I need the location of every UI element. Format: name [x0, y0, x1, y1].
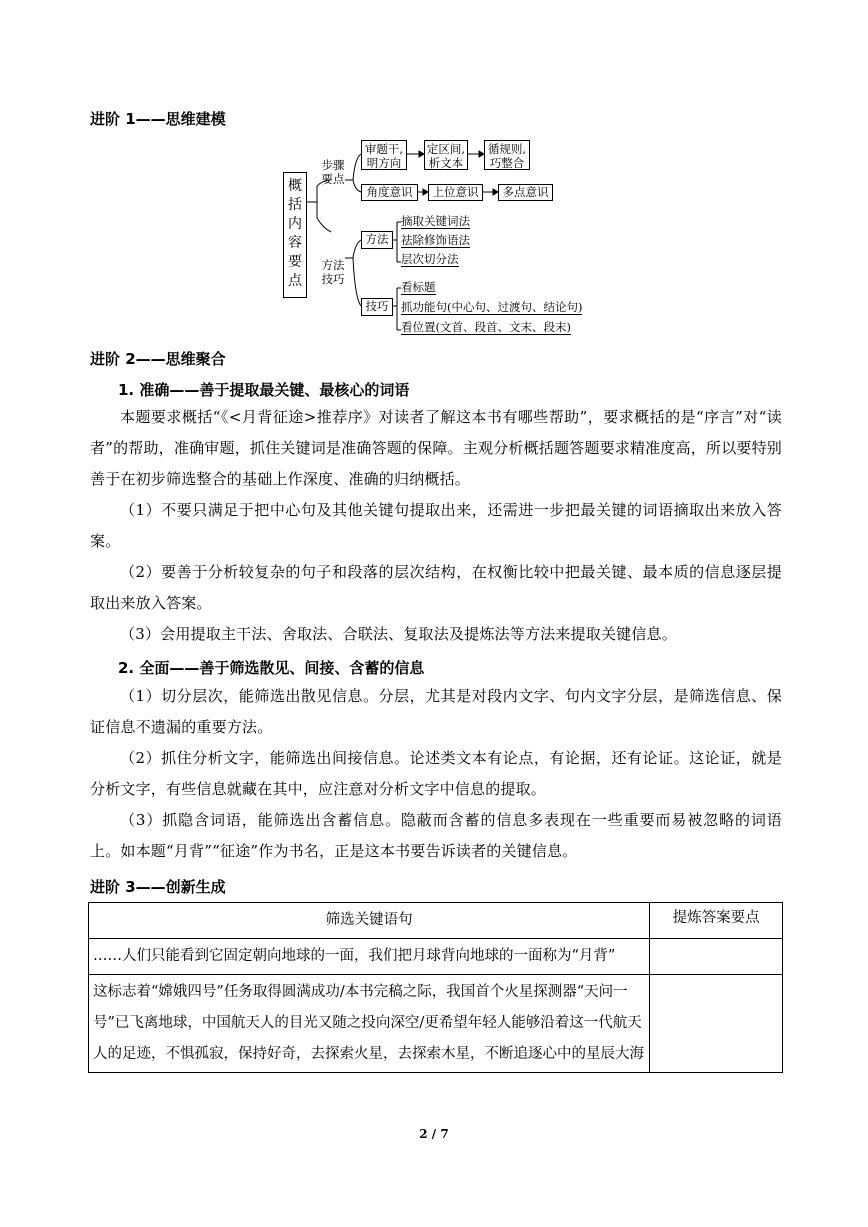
method-item: 摘取关键词法 — [401, 214, 470, 228]
diagram-box-dingqujian: 定区间, 析文本 — [424, 140, 468, 170]
root-char: 概 — [288, 178, 302, 194]
section-title-3: 进阶 3——创新生成 — [90, 878, 226, 896]
diagram-box-jiaodu: 角度意识 — [361, 184, 418, 201]
root-char: 容 — [288, 235, 302, 251]
section-title-2: 进阶 2——思维聚合 — [90, 350, 226, 368]
paragraph: （3）会用提取主干法、舍取法、合联法、复取法及提炼法等方法来提取关键信息。 — [120, 625, 677, 643]
root-char: 点 — [288, 273, 302, 289]
root-char: 括 — [288, 197, 302, 213]
subheading-accurate: 1. 准确——善于提取最关键、最核心的词语 — [118, 381, 410, 399]
key-sentence-table — [88, 902, 783, 1073]
paragraph: （2）要善于分析较复杂的句子和段落的层次结构，在权衡比较中把最关键、最本质的信息逐层提取出来放入答案。 — [90, 563, 782, 612]
diagram-box-duodian: 多点意识 — [498, 184, 553, 201]
paragraph: （3）抓隐含词语，能筛选出含蓄信息。隐蔽而含蓄的信息多表现在一些重要而易被忽略的词语上。如本题“月背”“征途”作为书名，正是这本书要告诉读者的关键信息。 — [90, 811, 782, 860]
table-cell: ……人们只能看到它固定朝向地球的一面，我们把月球背向地球的一面称为“月背” — [89, 939, 650, 975]
paragraph: （1）切分层次，能筛选出散见信息。分层，尤其是对段内文字、句内文字分层，是筛选信息、保证信息不遗漏的重要方法。 — [90, 687, 782, 736]
diagram-root-box — [283, 172, 307, 298]
table-header-cell: 筛选关键语句 — [89, 903, 650, 939]
paragraph: （1）不要只满足于把中心句及其他关键句提取出来，还需进一步把最关键的词语摘取出来放入答案。 — [90, 501, 782, 550]
skill-item: 看位置(文首、段首、文末、段末) — [401, 320, 571, 334]
paragraph: （2）抓住分析文字，能筛选出间接信息。论述类文本有论点，有论据，还有论证。这论证，就是分析文字，有些信息就藏在其中，应注意对分析文字中信息的提取。 — [90, 749, 782, 798]
root-char: 内 — [288, 216, 302, 232]
method-item: 祛除修饰语法 — [401, 233, 470, 247]
diagram-box-xungueize: 循规则, 巧整合 — [484, 140, 530, 170]
table-header-cell: 提炼答案要点 — [650, 903, 783, 939]
skill-item: 看标题 — [401, 280, 436, 294]
method-item: 层次切分法 — [401, 252, 459, 266]
section-title-1: 进阶 1——思维建模 — [90, 110, 226, 128]
answer-cell[interactable] — [650, 975, 783, 1073]
diagram-box-skill: 技巧 — [361, 298, 393, 316]
paragraph: 本题要求概括“《<月背征途>推荐序》对读者了解这本书有哪些帮助”，要求概括的是“序言”对“读者”的帮助，准确审题，抓住关键词是准确答题的保障。主观分析概括题答题要求精准度高，所以要特别善于在初步筛选整合的基础上作深度、准确的归纳概括。 — [90, 408, 782, 488]
table-cell: 这标志着“嫦娥四号”任务取得圆满成功/本书完稿之际，我国首个火星探测器“天问一号”已飞离地球，中国航天人的目光又随之投向深空/更希望年轻人能够沿着这一代航天人的足迹，不惧孤寂，保持好奇，去探索火星，去探索木星，不断追逐心中的星辰大海 — [89, 975, 650, 1073]
branch-steps-label: 步骤 要点 — [321, 158, 345, 186]
table-header-row — [89, 903, 783, 939]
branch-methods-label: 方法 技巧 — [321, 258, 345, 286]
diagram-box-shenti: 审题干, 明方向 — [361, 140, 407, 170]
diagram-box-method: 方法 — [361, 231, 393, 249]
answer-cell[interactable] — [650, 939, 783, 975]
skill-item: 抓功能句(中心句、过渡句、结论句) — [401, 300, 583, 314]
table-row — [89, 975, 783, 1073]
diagram-box-shangwei: 上位意识 — [428, 184, 483, 201]
page-number: 2 / 7 — [419, 1127, 449, 1141]
mind-map-diagram — [283, 136, 593, 336]
subheading-comprehensive: 2. 全面——善于筛选散见、间接、含蓄的信息 — [118, 659, 425, 677]
root-char: 要 — [288, 254, 302, 270]
table-row — [89, 939, 783, 975]
